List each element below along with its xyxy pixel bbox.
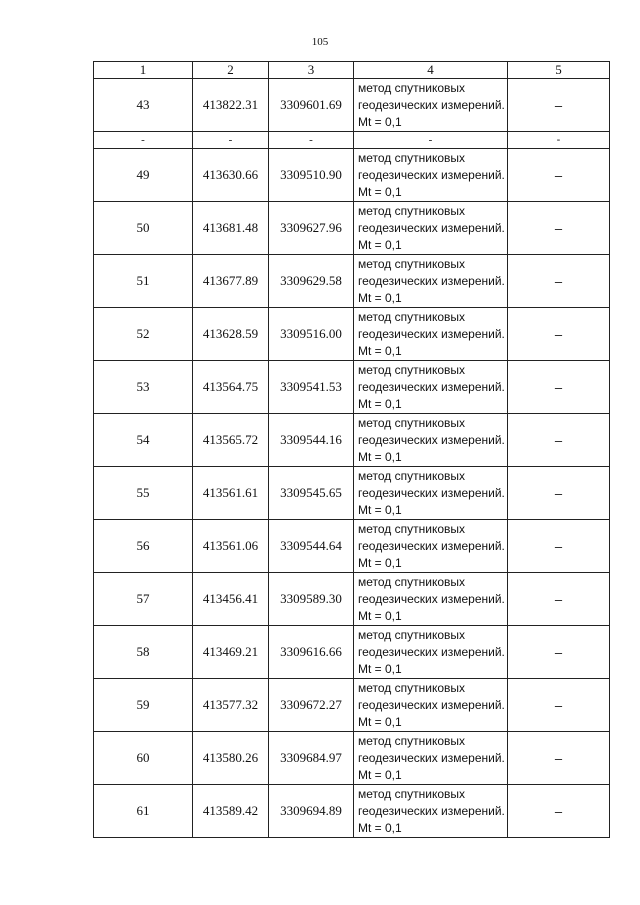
table-row xyxy=(94,361,610,414)
y-coordinate-cell: 3309545.65 xyxy=(269,467,354,520)
method-cell: метод спутниковых геодезических измерений. Mt = 0,1 xyxy=(354,785,508,838)
note-cell: – xyxy=(508,308,610,361)
x-coordinate-cell: 413580.26 xyxy=(193,732,269,785)
header-cell-2: 2 xyxy=(193,62,269,79)
x-coordinate-cell: - xyxy=(193,132,269,149)
method-cell: метод спутниковых геодезических измерений. Mt = 0,1 xyxy=(354,520,508,573)
y-coordinate-cell: 3309672.27 xyxy=(269,679,354,732)
y-coordinate-cell: 3309629.58 xyxy=(269,255,354,308)
y-coordinate-cell: 3309510.90 xyxy=(269,149,354,202)
table-row xyxy=(94,255,610,308)
note-cell: – xyxy=(508,414,610,467)
point-number-cell: 43 xyxy=(94,79,193,132)
point-number-cell: - xyxy=(94,132,193,149)
method-cell: метод спутниковых геодезических измерений. Mt = 0,1 xyxy=(354,361,508,414)
table-row xyxy=(94,626,610,679)
header-cell-1: 1 xyxy=(94,62,193,79)
x-coordinate-cell: 413589.42 xyxy=(193,785,269,838)
table-header-row xyxy=(94,62,610,79)
table-row xyxy=(94,308,610,361)
x-coordinate-cell: 413681.48 xyxy=(193,202,269,255)
header-cell-5: 5 xyxy=(508,62,610,79)
table-row xyxy=(94,149,610,202)
y-coordinate-cell: 3309627.96 xyxy=(269,202,354,255)
table-row xyxy=(94,679,610,732)
y-coordinate-cell: 3309601.69 xyxy=(269,79,354,132)
x-coordinate-cell: 413564.75 xyxy=(193,361,269,414)
point-number-cell: 57 xyxy=(94,573,193,626)
note-cell: – xyxy=(508,732,610,785)
coordinates-table xyxy=(93,61,610,838)
note-cell: - xyxy=(508,132,610,149)
x-coordinate-cell: 413628.59 xyxy=(193,308,269,361)
method-cell: метод спутниковых геодезических измерений. Mt = 0,1 xyxy=(354,467,508,520)
x-coordinate-cell: 413561.61 xyxy=(193,467,269,520)
note-cell: – xyxy=(508,679,610,732)
point-number-cell: 51 xyxy=(94,255,193,308)
x-coordinate-cell: 413565.72 xyxy=(193,414,269,467)
table-row xyxy=(94,467,610,520)
point-number-cell: 54 xyxy=(94,414,193,467)
y-coordinate-cell: 3309544.16 xyxy=(269,414,354,467)
note-cell: – xyxy=(508,202,610,255)
method-cell: метод спутниковых геодезических измерений. Mt = 0,1 xyxy=(354,202,508,255)
point-number-cell: 60 xyxy=(94,732,193,785)
x-coordinate-cell: 413822.31 xyxy=(193,79,269,132)
method-cell: метод спутниковых геодезических измерений. Mt = 0,1 xyxy=(354,626,508,679)
header-cell-4: 4 xyxy=(354,62,508,79)
point-number-cell: 52 xyxy=(94,308,193,361)
y-coordinate-cell: 3309541.53 xyxy=(269,361,354,414)
method-cell: метод спутниковых геодезических измерений. Mt = 0,1 xyxy=(354,255,508,308)
page-number: 105 xyxy=(311,36,329,48)
y-coordinate-cell: 3309616.66 xyxy=(269,626,354,679)
y-coordinate-cell: 3309544.64 xyxy=(269,520,354,573)
method-cell: метод спутниковых геодезических измерений. Mt = 0,1 xyxy=(354,679,508,732)
note-cell: – xyxy=(508,785,610,838)
note-cell: – xyxy=(508,79,610,132)
point-number-cell: 53 xyxy=(94,361,193,414)
x-coordinate-cell: 413630.66 xyxy=(193,149,269,202)
point-number-cell: 61 xyxy=(94,785,193,838)
note-cell: – xyxy=(508,149,610,202)
note-cell: – xyxy=(508,255,610,308)
y-coordinate-cell: 3309589.30 xyxy=(269,573,354,626)
method-cell: метод спутниковых геодезических измерений. Mt = 0,1 xyxy=(354,573,508,626)
method-cell: метод спутниковых геодезических измерений. Mt = 0,1 xyxy=(354,732,508,785)
point-number-cell: 56 xyxy=(94,520,193,573)
table-row xyxy=(94,520,610,573)
method-cell: - xyxy=(354,132,508,149)
x-coordinate-cell: 413677.89 xyxy=(193,255,269,308)
x-coordinate-cell: 413577.32 xyxy=(193,679,269,732)
table-separator-row xyxy=(94,132,610,149)
point-number-cell: 55 xyxy=(94,467,193,520)
y-coordinate-cell: 3309516.00 xyxy=(269,308,354,361)
method-cell: метод спутниковых геодезических измерений. Mt = 0,1 xyxy=(354,79,508,132)
method-cell: метод спутниковых геодезических измерений. Mt = 0,1 xyxy=(354,149,508,202)
method-cell: метод спутниковых геодезических измерений. Mt = 0,1 xyxy=(354,308,508,361)
table-row xyxy=(94,732,610,785)
note-cell: – xyxy=(508,361,610,414)
table-body xyxy=(94,62,610,838)
note-cell: – xyxy=(508,626,610,679)
x-coordinate-cell: 413456.41 xyxy=(193,573,269,626)
point-number-cell: 58 xyxy=(94,626,193,679)
y-coordinate-cell: 3309684.97 xyxy=(269,732,354,785)
table-row xyxy=(94,414,610,467)
y-coordinate-cell: 3309694.89 xyxy=(269,785,354,838)
note-cell: – xyxy=(508,573,610,626)
point-number-cell: 59 xyxy=(94,679,193,732)
x-coordinate-cell: 413469.21 xyxy=(193,626,269,679)
y-coordinate-cell: - xyxy=(269,132,354,149)
x-coordinate-cell: 413561.06 xyxy=(193,520,269,573)
point-number-cell: 50 xyxy=(94,202,193,255)
table-row xyxy=(94,573,610,626)
table-row xyxy=(94,79,610,132)
point-number-cell: 49 xyxy=(94,149,193,202)
table-row xyxy=(94,785,610,838)
header-cell-3: 3 xyxy=(269,62,354,79)
note-cell: – xyxy=(508,520,610,573)
note-cell: – xyxy=(508,467,610,520)
table-row xyxy=(94,202,610,255)
method-cell: метод спутниковых геодезических измерений. Mt = 0,1 xyxy=(354,414,508,467)
